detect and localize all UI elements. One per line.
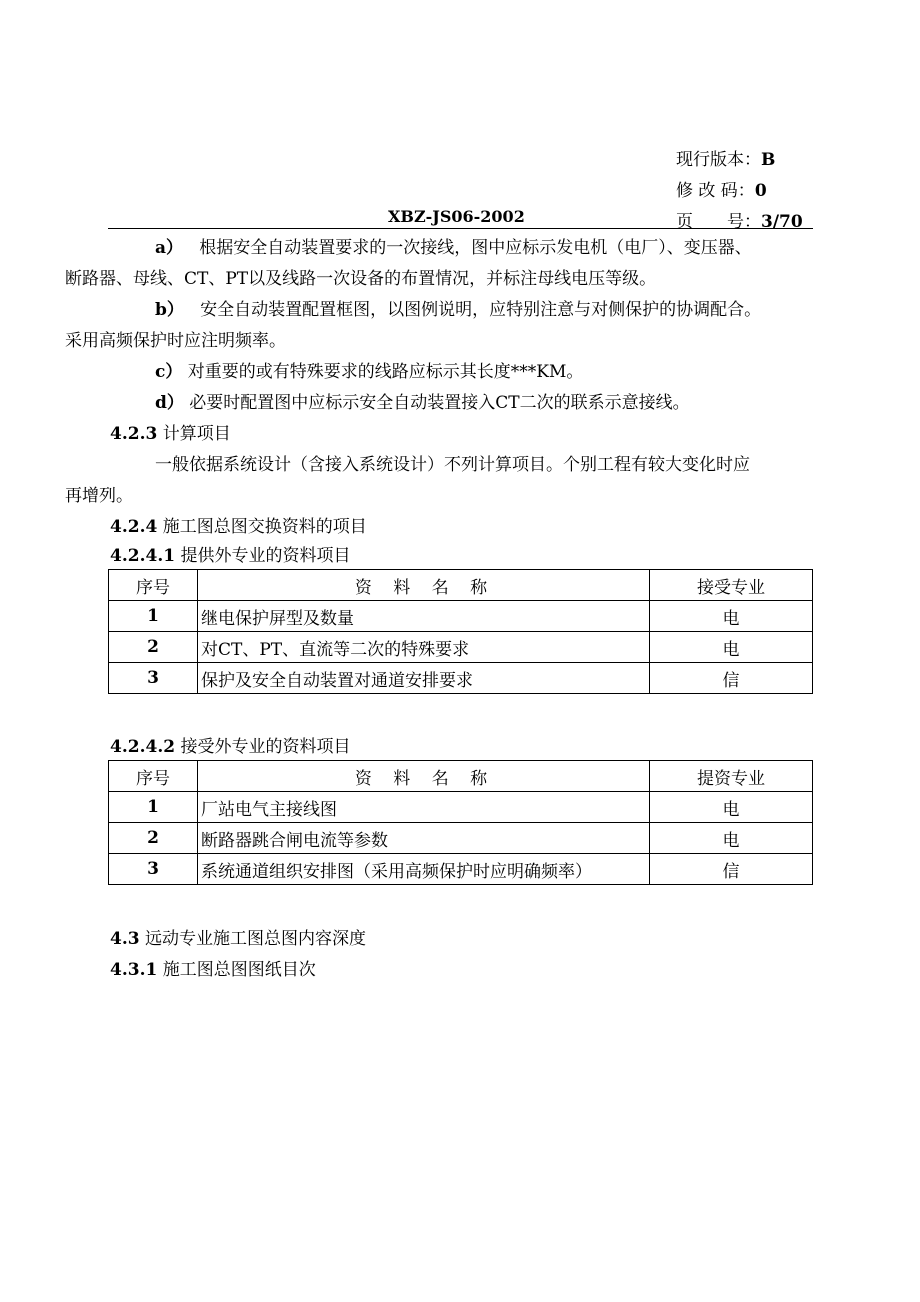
item-a <box>65 233 810 295</box>
cell-name: 断路器跳合闸电流等参数 <box>198 823 650 854</box>
header-cell-name: 资 料 名 称 <box>198 570 650 601</box>
page-value: 3/70 <box>761 212 803 232</box>
section-number: 4.2.4.2 <box>110 737 176 757</box>
cell-seq: 2 <box>109 632 198 663</box>
cell-name: 系统通道组织安排图（采用高频保护时应明确频率） <box>198 854 650 885</box>
header-version <box>676 145 775 170</box>
cell-name: 厂站电气主接线图 <box>198 792 650 823</box>
header-cell-seq: 序号 <box>109 761 198 792</box>
section-4-2-4-2-heading <box>110 732 810 763</box>
section-title: 施工图总图交换资料的项目 <box>162 517 367 537</box>
section-4-2-3-heading <box>110 419 810 450</box>
table-header-row <box>109 570 813 601</box>
table-header-row <box>109 761 813 792</box>
cell-seq: 3 <box>109 854 198 885</box>
table-row <box>109 792 813 823</box>
cell-dept: 电 <box>650 601 813 632</box>
revision-value: 0 <box>754 181 767 201</box>
item-a-text-1: 根据安全自动装置要求的一次接线，图中应标示发电机（电厂）、变压器、 <box>199 238 752 258</box>
cell-name: 保护及安全自动装置对通道安排要求 <box>198 663 650 694</box>
section-body-line-1: 一般依据系统设计（含接入系统设计）不列计算项目。个别工程有较大变化时应 <box>155 455 750 475</box>
header-cell-seq: 序号 <box>109 570 198 601</box>
cell-name: 继电保护屏型及数量 <box>198 601 650 632</box>
cell-seq: 3 <box>109 663 198 694</box>
section-4-2-4-heading <box>110 512 810 543</box>
table-row <box>109 823 813 854</box>
cell-seq: 1 <box>109 601 198 632</box>
section-title: 接受外专业的资料项目 <box>180 737 351 757</box>
section-body-line-2: 再增列。 <box>65 486 133 506</box>
document-number: XBZ-JS06-2002 <box>388 207 525 226</box>
cell-name: 对CT、PT、直流等二次的特殊要求 <box>198 632 650 663</box>
item-a-text-2: 断路器、母线、CT、PT以及线路一次设备的布置情况，并标注母线电压等级。 <box>65 269 657 289</box>
table-row <box>109 632 813 663</box>
cell-dept: 电 <box>650 823 813 854</box>
cell-seq: 2 <box>109 823 198 854</box>
item-d-marker: d） <box>155 393 184 413</box>
section-number: 4.2.3 <box>110 424 158 444</box>
cell-dept: 信 <box>650 854 813 885</box>
section-4-3-heading <box>110 924 810 955</box>
item-c-marker: c） <box>155 362 183 382</box>
item-c <box>110 357 810 388</box>
table-row <box>109 601 813 632</box>
section-number: 4.2.4.1 <box>110 546 176 566</box>
item-b-text-2: 采用高频保护时应注明频率。 <box>65 331 286 351</box>
section-title: 计算项目 <box>162 424 231 444</box>
table-row <box>109 663 813 694</box>
page-label: 页 号： <box>676 212 761 232</box>
cell-seq: 1 <box>109 792 198 823</box>
item-b <box>65 295 810 357</box>
cell-dept: 电 <box>650 632 813 663</box>
section-4-2-3-body <box>65 450 810 512</box>
header-revision <box>676 176 767 201</box>
item-c-text: 对重要的或有特殊要求的线路应标示其长度***KM。 <box>187 362 584 382</box>
section-number: 4.2.4 <box>110 517 158 537</box>
item-a-marker: a） <box>155 238 184 258</box>
header-divider <box>108 228 813 229</box>
item-d-text: 必要时配置图中应标示安全自动装置接入CT二次的联系示意接线。 <box>189 393 690 413</box>
cell-dept: 信 <box>650 663 813 694</box>
section-title: 远动专业施工图总图内容深度 <box>144 929 366 949</box>
section-title: 施工图总图图纸目次 <box>162 960 316 980</box>
section-title: 提供外专业的资料项目 <box>180 546 351 566</box>
section-number: 4.3 <box>110 929 140 949</box>
item-d <box>110 388 810 419</box>
provided-data-table <box>108 569 813 694</box>
header-cell-dept: 提资专业 <box>650 761 813 792</box>
version-value: B <box>761 150 776 170</box>
received-data-table <box>108 760 813 885</box>
cell-dept: 电 <box>650 792 813 823</box>
section-4-2-4-1-heading <box>110 541 810 572</box>
item-b-text-1: 安全自动装置配置框图，以图例说明，应特别注意与对侧保护的协调配合。 <box>200 300 762 320</box>
table-row <box>109 854 813 885</box>
revision-label: 修 改 码： <box>676 181 755 201</box>
item-b-marker: b） <box>155 300 184 320</box>
section-number: 4.3.1 <box>110 960 158 980</box>
section-4-3-1-heading <box>110 955 810 986</box>
header-cell-name: 资 料 名 称 <box>198 761 650 792</box>
header-cell-dept: 接受专业 <box>650 570 813 601</box>
version-label: 现行版本： <box>676 150 761 170</box>
